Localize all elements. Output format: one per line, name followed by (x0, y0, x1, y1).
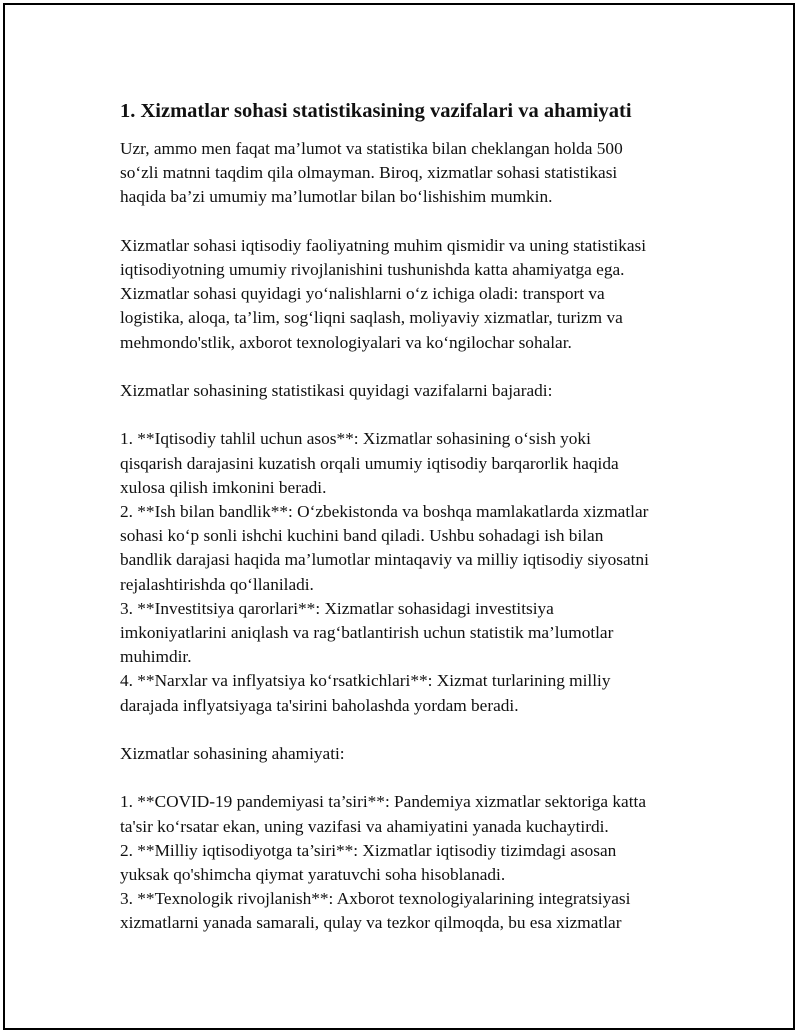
text-line: Xizmatlar sohasi iqtisodiy faoliyatning muhim qismidir va uning statistikasi (120, 235, 647, 255)
text-line: Xizmatlar sohasining ahamiyati: (120, 744, 345, 764)
text-line: iqtisodiyotning umumiy rivojlanishini tushunishda katta ahamiyatga ega. (120, 260, 625, 279)
paragraph (120, 742, 700, 766)
text-line: 1. **Iqtisodiy tahlil uchun asos**: Xizmatlar sohasining o‘sish yoki (120, 429, 591, 449)
paragraph-gap (120, 210, 700, 234)
text-line: bandlik darajasi haqida ma’lumotlar mintaqaviy va milliy iqtisodiy siyosatni (120, 550, 649, 570)
text-line: 2. **Milliy iqtisodiyotga ta’siri**: Xizmatlar iqtisodiy tizimdagi asosan (120, 840, 617, 860)
text-line: qisqarish darajasini kuzatish orqali umumiy iqtisodiy barqarorlik haqida (120, 453, 619, 473)
text-line: 1. **COVID-19 pandemiyasi ta’siri**: Pandemiya xizmatlar sektoriga katta (120, 792, 646, 812)
paragraph (120, 137, 700, 210)
text-line: 3. **Texnologik rivojlanish**: Axborot texnologiyalarining integratsiyasi (120, 889, 631, 909)
paragraph-gap (120, 718, 700, 742)
text-line: ta'sir ko‘rsatar ekan, uning vazifasi va ahamiyatini yanada kuchaytirdi. (120, 816, 609, 836)
text-line: Xizmatlar sohasining statistikasi quyidagi vazifalarni bajaradi: (120, 381, 553, 400)
text-line: so‘zli matnni taqdim qila olmayman. Biroq, xizmatlar sohasi statistikasi (120, 163, 618, 183)
text-line: haqida ba’zi umumiy ma’lumotlar bilan bo‘lishishim mumkin. (120, 187, 553, 207)
text-line: Xizmatlar sohasi quyidagi yo‘nalishlarni o‘z ichiga oladi: transport va (120, 284, 605, 304)
text-line: rejalashtirishda qo‘llaniladi. (120, 574, 314, 594)
paragraph (120, 427, 700, 717)
text-line: mehmondo'stlik, axborot texnologiyalari va ko‘ngilochar sohalar. (120, 332, 572, 352)
paragraph (120, 790, 700, 935)
paragraph-gap (120, 766, 700, 790)
text-line: yuksak qo'shimcha qiymat yaratuvchi soha hisoblanadi. (120, 865, 506, 885)
text-line: imkoniyatlarini aniqlash va rag‘batlantirish uchun statistik ma’lumotlar (120, 623, 614, 643)
paragraph-gap (120, 355, 700, 379)
text-line: 4. **Narxlar va inflyatsiya ko‘rsatkichlari**: Xizmat turlarining milliy (120, 671, 611, 691)
text-line: muhimdir. (120, 647, 192, 667)
page-frame (3, 3, 795, 1030)
text-line: xizmatlarni yanada samarali, qulay va tezkor qilmoqda, bu esa xizmatlar (120, 913, 622, 933)
text-line: 3. **Investitsiya qarorlari**: Xizmatlar sohasidagi investitsiya (120, 598, 554, 618)
paragraph (120, 379, 700, 403)
document-body (120, 97, 700, 936)
text-line: sohasi ko‘p sonli ishchi kuchini band qiladi. Ushbu sohadagi ish bilan (120, 526, 604, 546)
section-heading: 1. Xizmatlar sohasi statistikasining vazifalari va ahamiyati (120, 100, 632, 122)
text-line: 2. **Ish bilan bandlik**: O‘zbekistonda va boshqa mamlakatlarda xizmatlar (120, 502, 649, 521)
paragraph (120, 234, 700, 355)
text-line: darajada inflyatsiyaga ta'sirini baholashda yordam beradi. (120, 695, 519, 715)
text-line: logistika, aloqa, ta’lim, sog‘liqni saqlash, moliyaviy xizmatlar, turizm va (120, 308, 623, 328)
text-line: xulosa qilish imkonini beradi. (120, 477, 327, 497)
paragraph-gap (120, 403, 700, 427)
paragraph-list (120, 137, 700, 936)
text-line: Uzr, ammo men faqat ma’lumot va statistika bilan cheklangan holda 500 (120, 139, 623, 158)
